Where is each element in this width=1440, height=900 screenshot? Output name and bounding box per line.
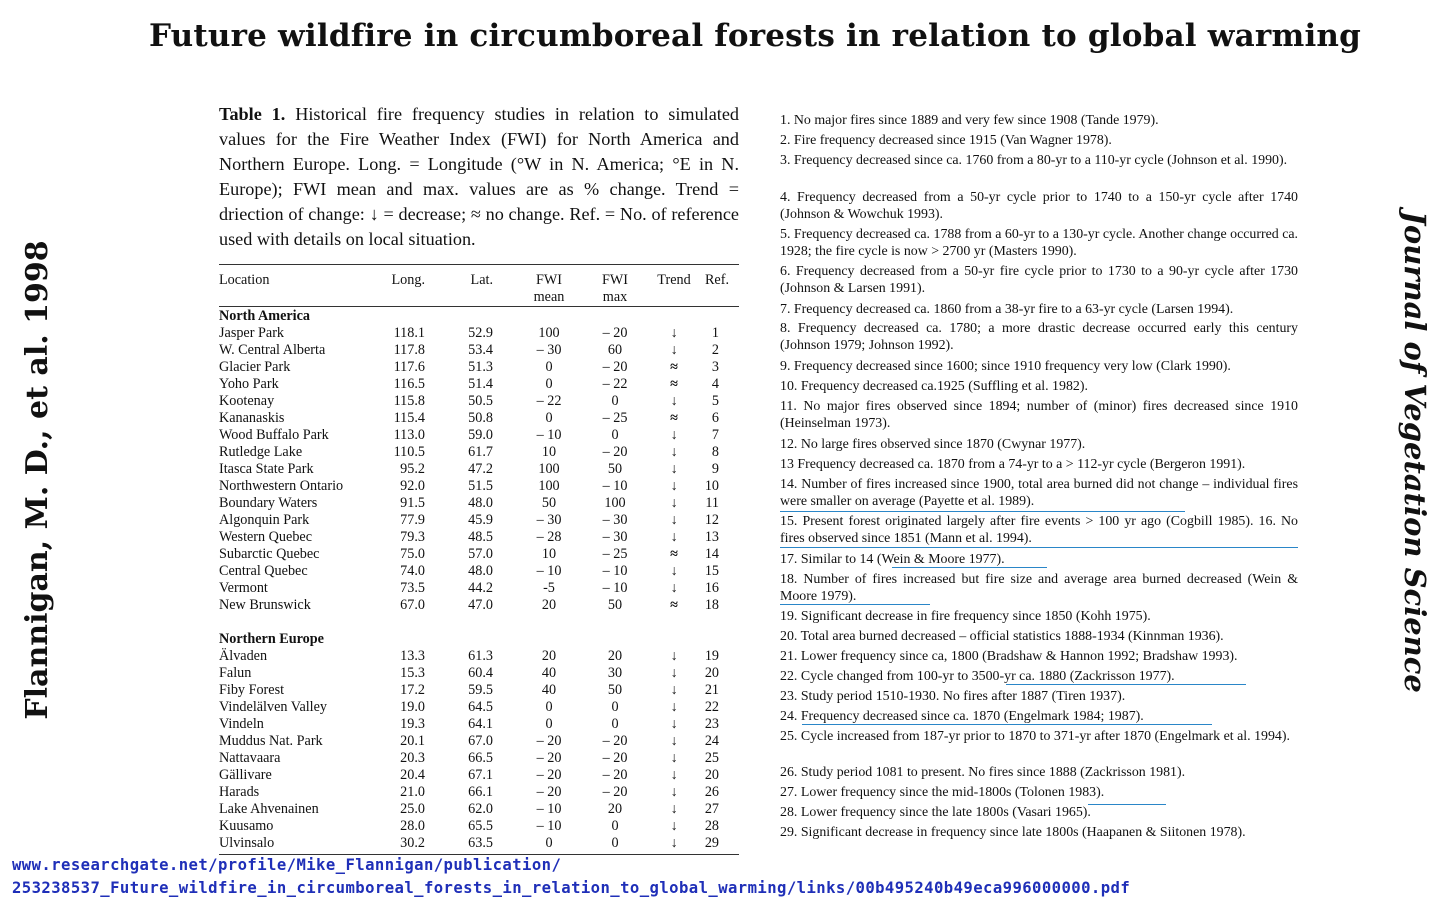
table-header-row: [219, 272, 739, 306]
cell-fwi-mean: 40: [541, 665, 557, 681]
cell-fwi-mean: -5: [543, 580, 555, 596]
table-note: 17. Similar to 14 (Wein & Moore 1977).: [780, 552, 1005, 567]
table-note: 26. Study period 1081 to present. No fires since 1888 (Zackrisson 1981).: [780, 765, 1186, 780]
cell-fwi-mean: 50: [541, 495, 557, 511]
cell-ref: 8: [711, 444, 719, 460]
cell-location: Algonquin Park: [219, 512, 310, 528]
cell-ref: 15: [704, 563, 719, 579]
cell-ref: 29: [704, 835, 719, 851]
cell-fwi-max: – 20: [602, 444, 628, 460]
cell-location: Itasca State Park: [219, 461, 314, 477]
cell-ref: 22: [704, 699, 719, 715]
cell-fwi-mean: 20: [541, 648, 557, 664]
cell-ref: 20: [704, 665, 719, 681]
table-note: 9. Frequency decreased since 1600; since 1910 frequency very low (Clark 1990).: [780, 359, 1231, 374]
cell-ref: 27: [704, 801, 719, 817]
cell-trend: ↓: [670, 682, 678, 698]
cell-fwi-max: 50: [607, 461, 623, 477]
cell-ref: 26: [704, 784, 719, 800]
header-fwi-max: [585, 272, 645, 306]
cell-ref: 18: [704, 597, 719, 613]
table-row: [219, 427, 739, 444]
cell-fwi-max: 20: [607, 801, 623, 817]
table-note: 8. Frequency decreased ca. 1780; a more drastic decrease occurred early this century (Johnson 1979; Johnson 1992).: [780, 321, 1298, 353]
cell-fwi-max: – 10: [602, 563, 628, 579]
header-lat: Lat.: [470, 272, 493, 288]
cell-long: 117.8: [393, 342, 425, 358]
cell-trend: ↓: [670, 733, 678, 749]
caption-text: Historical fire frequency studies in relation to simulated values for the Fire Weather Index (FWI) for North America and Northern Europe. Long. = Longitude (°W in N. America; °E in N. Europe); FWI mean and max. values are as % change. Trend = driection of change: ↓ = decrease; ≈ no change. Ref. = No. of reference used with details on local situation.: [219, 104, 740, 249]
cell-location: Yoho Park: [219, 376, 279, 392]
cell-lat: 67.0: [468, 733, 493, 749]
cell-lat: 51.3: [468, 359, 493, 375]
table-note: 27. Lower frequency since the mid-1800s (Tolonen 1983).: [780, 785, 1105, 800]
cell-location: Vermont: [219, 580, 268, 596]
caption-label: Table 1.: [219, 104, 286, 124]
cell-long: 95.2: [400, 461, 425, 477]
cell-trend: ↓: [670, 512, 678, 528]
highlight-underline: [780, 511, 1185, 512]
table-row: [219, 325, 739, 342]
table-row: [219, 597, 739, 614]
cell-fwi-mean: 0: [545, 359, 553, 375]
table-row: [219, 767, 739, 784]
cell-lat: 60.4: [468, 665, 493, 681]
header-long: Long.: [391, 272, 425, 288]
table-note: 5. Frequency decreased ca. 1788 from a 60-yr to a 130-yr cycle. Another change occurred ca. 1928; the fire cycle is now > 2700 yr (Masters 1990).: [780, 227, 1298, 259]
table-row: [219, 818, 739, 835]
cell-lat: 61.3: [468, 648, 493, 664]
table-row: [219, 461, 739, 478]
cell-long: 19.0: [400, 699, 425, 715]
cell-location: Harads: [219, 784, 260, 800]
cell-long: 115.4: [393, 410, 425, 426]
cell-fwi-mean: – 10: [536, 818, 562, 834]
cell-trend: ↓: [670, 648, 678, 664]
table-row: [219, 750, 739, 767]
cell-fwi-max: – 20: [602, 767, 628, 783]
table-row: [219, 784, 739, 801]
cell-fwi-max: 60: [607, 342, 623, 358]
group-name: Northern Europe: [219, 631, 324, 647]
table-note: 11. No major fires observed since 1894; number of (minor) fires decreased since 1910 (Heinselman 1973).: [780, 399, 1298, 431]
cell-lat: 52.9: [468, 325, 493, 341]
cell-lat: 48.5: [468, 529, 493, 545]
cell-trend: ↓: [670, 444, 678, 460]
highlight-underline: [892, 567, 1047, 568]
cell-fwi-max: – 22: [602, 376, 628, 392]
table-note: 2. Fire frequency decreased since 1915 (Van Wagner 1978).: [780, 133, 1112, 148]
cell-fwi-max: 50: [607, 682, 623, 698]
table-note: 6. Frequency decreased from a 50-yr fire cycle prior to 1730 to a 90-yr cycle after 1730 (Johnson & Larsen 1991).: [780, 264, 1298, 296]
table-group-heading: [219, 308, 739, 325]
cell-fwi-mean: 0: [545, 716, 553, 732]
cell-fwi-max: 0: [611, 427, 619, 443]
cell-location: Kuusamo: [219, 818, 274, 834]
cell-fwi-mean: 10: [541, 546, 557, 562]
cell-ref: 19: [704, 648, 719, 664]
table-note: 14. Number of fires increased since 1900, total area burned did not change – individual fires were smaller on average (Payette et al. 1989).: [780, 477, 1298, 509]
cell-trend: ↓: [670, 478, 678, 494]
table-note: 19. Significant decrease in fire frequency since 1850 (Kohh 1975).: [780, 609, 1151, 624]
cell-location: Älvaden: [219, 648, 268, 664]
cell-location: Lake Ahvenainen: [219, 801, 319, 817]
cell-trend: ↓: [670, 563, 678, 579]
author-citation-label: Flannigan, M. D., et al. 1998: [20, 240, 55, 720]
cell-fwi-mean: – 20: [536, 767, 562, 783]
cell-long: 19.3: [400, 716, 425, 732]
cell-location: Muddus Nat. Park: [219, 733, 323, 749]
cell-location: Western Quebec: [219, 529, 313, 545]
table-row: [219, 495, 739, 512]
cell-fwi-max: – 30: [602, 512, 628, 528]
table-row: [219, 342, 739, 359]
cell-long: 30.2: [400, 835, 425, 851]
cell-lat: 44.2: [468, 580, 493, 596]
table-note: 21. Lower frequency since ca, 1800 (Bradshaw & Hannon 1992; Bradshaw 1993).: [780, 649, 1238, 664]
cell-fwi-mean: – 20: [536, 784, 562, 800]
cell-fwi-max: – 20: [602, 733, 628, 749]
cell-fwi-mean: 0: [545, 410, 553, 426]
cell-lat: 47.2: [468, 461, 493, 477]
cell-lat: 48.0: [468, 563, 493, 579]
cell-location: Central Quebec: [219, 563, 308, 579]
cell-lat: 65.5: [468, 818, 493, 834]
source-url: [12, 854, 1437, 900]
cell-ref: 3: [711, 359, 719, 375]
cell-fwi-max: – 30: [602, 529, 628, 545]
cell-lat: 57.0: [468, 546, 493, 562]
table-row: [219, 733, 739, 750]
cell-trend: ↓: [670, 801, 678, 817]
cell-fwi-max: 0: [611, 699, 619, 715]
header-trend: Trend: [657, 272, 691, 288]
cell-long: 117.6: [393, 359, 425, 375]
cell-ref: 9: [711, 461, 719, 477]
table-top-rule: [219, 264, 739, 265]
cell-ref: 21: [704, 682, 719, 698]
cell-location: Jasper Park: [219, 325, 285, 341]
cell-ref: 6: [711, 410, 719, 426]
cell-ref: 24: [704, 733, 719, 749]
cell-ref: 12: [704, 512, 719, 528]
cell-location: Vindeln: [219, 716, 264, 732]
cell-location: Northwestern Ontario: [219, 478, 344, 494]
cell-lat: 51.4: [468, 376, 493, 392]
cell-ref: 13: [704, 529, 719, 545]
table-row: [219, 478, 739, 495]
cell-fwi-max: – 10: [602, 580, 628, 596]
cell-trend: ↓: [670, 325, 678, 341]
cell-long: 20.3: [400, 750, 425, 766]
cell-fwi-mean: – 28: [536, 529, 562, 545]
cell-trend: ↓: [670, 393, 678, 409]
cell-location: Ulvinsalo: [219, 835, 275, 851]
table-note: 25. Cycle increased from 187-yr prior to 1870 to 371-yr after 1870 (Engelmark et al. 1994).: [780, 729, 1290, 744]
cell-ref: 16: [704, 580, 719, 596]
cell-lat: 62.0: [468, 801, 493, 817]
header-ref: Ref.: [704, 272, 729, 288]
cell-lat: 59.5: [468, 682, 493, 698]
table-row: [219, 410, 739, 427]
cell-fwi-mean: 20: [541, 597, 557, 613]
cell-location: Gällivare: [219, 767, 272, 783]
cell-fwi-mean: – 20: [536, 750, 562, 766]
cell-ref: 4: [711, 376, 719, 392]
table-note: 24. Frequency decreased since ca. 1870 (Engelmark 1984; 1987).: [780, 709, 1144, 724]
cell-ref: 2: [711, 342, 719, 358]
cell-fwi-mean: 40: [541, 682, 557, 698]
cell-trend: ↓: [670, 716, 678, 732]
cell-trend: ↓: [670, 699, 678, 715]
cell-fwi-max: – 20: [602, 750, 628, 766]
cell-ref: 7: [711, 427, 719, 443]
header-fwi-mean-line1: FWI: [535, 272, 562, 288]
cell-trend: ≈: [670, 359, 678, 375]
cell-lat: 64.5: [468, 699, 493, 715]
cell-location: Falun: [219, 665, 252, 681]
cell-lat: 63.5: [468, 835, 493, 851]
cell-trend: ↓: [670, 342, 678, 358]
table-row: [219, 546, 739, 563]
cell-trend: ↓: [670, 767, 678, 783]
cell-long: 115.8: [393, 393, 425, 409]
table-note: 20. Total area burned decreased – official statistics 1888-1934 (Kinnman 1936).: [780, 629, 1224, 644]
header-fwi-mean-line2: mean: [533, 289, 565, 305]
table-row: [219, 648, 739, 665]
table-note: 7. Frequency decreased ca. 1860 from a 38-yr fire to a 63-yr cycle (Larsen 1994).: [780, 302, 1234, 317]
cell-location: Kananaskis: [219, 410, 285, 426]
cell-long: 20.4: [400, 767, 425, 783]
cell-lat: 67.1: [468, 767, 493, 783]
cell-long: 92.0: [400, 478, 425, 494]
table-row: [219, 835, 739, 852]
table-row: [219, 529, 739, 546]
cell-location: Wood Buffalo Park: [219, 427, 329, 443]
cell-location: Boundary Waters: [219, 495, 318, 511]
cell-location: Glacier Park: [219, 359, 291, 375]
cell-fwi-max: – 25: [602, 546, 628, 562]
cell-trend: ↓: [670, 461, 678, 477]
cell-fwi-max: 20: [607, 648, 623, 664]
table-note: 18. Number of fires increased but fire size and average area burned decreased (Wein & Moore 1979).: [780, 572, 1298, 604]
table-header-rule: [219, 306, 739, 307]
table-note: 4. Frequency decreased from a 50-yr cycle prior to 1740 to a 150-yr cycle after 1740 (Johnson & Wowchuk 1993).: [780, 190, 1298, 222]
table-row: [219, 699, 739, 716]
table-row: [219, 512, 739, 529]
page-title: Future wildfire in circumboreal forests in relation to global warming: [148, 18, 1362, 54]
cell-fwi-mean: 100: [538, 461, 560, 477]
cell-fwi-max: – 10: [602, 478, 628, 494]
table-note: 10. Frequency decreased ca.1925 (Suffling et al. 1982).: [780, 379, 1088, 394]
cell-long: 67.0: [400, 597, 425, 613]
table-row: [219, 376, 739, 393]
cell-lat: 59.0: [468, 427, 493, 443]
cell-lat: 64.1: [468, 716, 493, 732]
cell-trend: ↓: [670, 665, 678, 681]
table-note: 23. Study period 1510-1930. No fires after 1887 (Tiren 1937).: [780, 689, 1126, 704]
cell-fwi-max: 30: [607, 665, 623, 681]
table-row: [219, 444, 739, 461]
cell-trend: ↓: [670, 818, 678, 834]
table-row: [219, 580, 739, 597]
table-note: 3. Frequency decreased since ca. 1760 from a 80-yr to a 110-yr cycle (Johnson et al. 1990).: [780, 153, 1288, 168]
table-note: 15. Present forest originated largely after fire events > 100 yr ago (Cogbill 1985). 16. No fires observed since 1851 (Mann et al. 1994).: [780, 514, 1298, 546]
cell-long: 17.2: [400, 682, 425, 698]
cell-fwi-max: – 20: [602, 359, 628, 375]
cell-fwi-max: 0: [611, 393, 619, 409]
cell-ref: 23: [704, 716, 719, 732]
cell-location: Vindelälven Valley: [219, 699, 328, 715]
cell-fwi-mean: – 10: [536, 427, 562, 443]
source-url-line2: 253238537_Future_wildfire_in_circumboreal_forests_in_relation_to_global_warming/links/00b495240b49eca996000000.pdf: [12, 879, 1131, 897]
cell-fwi-mean: – 30: [536, 512, 562, 528]
cell-trend: ≈: [670, 410, 678, 426]
cell-fwi-mean: 0: [545, 835, 553, 851]
cell-ref: 5: [711, 393, 719, 409]
table-group-heading: [219, 631, 739, 648]
table-note: 22. Cycle changed from 100-yr to 3500-yr ca. 1880 (Zackrisson 1977).: [780, 669, 1175, 684]
cell-fwi-max: – 25: [602, 410, 628, 426]
cell-fwi-mean: – 10: [536, 563, 562, 579]
cell-fwi-mean: 100: [538, 478, 560, 494]
cell-ref: 20: [704, 767, 719, 783]
cell-location: New Brunswick: [219, 597, 311, 613]
highlight-underline: [802, 724, 1212, 725]
cell-trend: ↓: [670, 427, 678, 443]
cell-location: Nattavaara: [219, 750, 281, 766]
cell-long: 118.1: [393, 325, 425, 341]
cell-long: 13.3: [400, 648, 425, 664]
cell-fwi-max: 0: [611, 835, 619, 851]
cell-ref: 14: [704, 546, 719, 562]
cell-long: 116.5: [393, 376, 425, 392]
cell-fwi-mean: 0: [545, 376, 553, 392]
cell-fwi-max: 50: [607, 597, 623, 613]
cell-long: 75.0: [400, 546, 425, 562]
cell-trend: ↓: [670, 529, 678, 545]
cell-long: 28.0: [400, 818, 425, 834]
header-fwi-mean: [519, 272, 579, 306]
cell-fwi-max: – 20: [602, 325, 628, 341]
cell-fwi-mean: 10: [541, 444, 557, 460]
cell-trend: ↓: [670, 750, 678, 766]
table-row: [219, 682, 739, 699]
table-row: [219, 359, 739, 376]
cell-long: 21.0: [400, 784, 425, 800]
cell-lat: 47.0: [468, 597, 493, 613]
table-note: 1. No major fires since 1889 and very few since 1908 (Tande 1979).: [780, 113, 1159, 128]
cell-trend: ≈: [670, 376, 678, 392]
cell-location: Fiby Forest: [219, 682, 285, 698]
cell-fwi-mean: 0: [545, 699, 553, 715]
cell-long: 73.5: [400, 580, 425, 596]
cell-lat: 51.5: [468, 478, 493, 494]
cell-trend: ≈: [670, 546, 678, 562]
cell-fwi-mean: – 22: [536, 393, 562, 409]
cell-long: 91.5: [400, 495, 425, 511]
cell-fwi-mean: – 10: [536, 801, 562, 817]
table-caption: [219, 102, 739, 252]
cell-fwi-mean: – 20: [536, 733, 562, 749]
cell-long: 74.0: [400, 563, 425, 579]
cell-lat: 50.5: [468, 393, 493, 409]
cell-ref: 11: [705, 495, 719, 511]
table-note: 13 Frequency decreased ca. 1870 from a 74-yr to a > 112-yr cycle (Bergeron 1991).: [780, 457, 1246, 472]
cell-fwi-max: 0: [611, 716, 619, 732]
cell-long: 110.5: [393, 444, 425, 460]
cell-long: 113.0: [393, 427, 425, 443]
table-note: 29. Significant decrease in frequency since late 1800s (Haapanen & Siitonen 1978).: [780, 825, 1246, 840]
cell-ref: 10: [704, 478, 719, 494]
table-note: 12. No large fires observed since 1870 (Cwynar 1977).: [780, 437, 1086, 452]
cell-trend: ↓: [670, 495, 678, 511]
cell-long: 25.0: [400, 801, 425, 817]
cell-lat: 61.7: [468, 444, 493, 460]
source-url-line1: www.researchgate.net/profile/Mike_Flannigan/publication/: [12, 856, 562, 874]
cell-ref: 28: [704, 818, 719, 834]
cell-lat: 45.9: [468, 512, 493, 528]
cell-lat: 50.8: [468, 410, 493, 426]
highlight-underline: [780, 547, 1298, 548]
group-name: North America: [219, 308, 311, 324]
cell-long: 15.3: [400, 665, 425, 681]
cell-fwi-max: – 20: [602, 784, 628, 800]
table-row: [219, 716, 739, 733]
cell-lat: 66.5: [468, 750, 493, 766]
cell-lat: 66.1: [468, 784, 493, 800]
cell-lat: 48.0: [468, 495, 493, 511]
journal-name-label: Journal of Vegetation Science: [1398, 211, 1432, 693]
cell-trend: ↓: [670, 835, 678, 851]
table-row: [219, 665, 739, 682]
highlight-underline: [1088, 804, 1166, 805]
header-fwi-max-line2: max: [602, 289, 628, 305]
cell-location: Subarctic Quebec: [219, 546, 320, 562]
cell-location: Kootenay: [219, 393, 275, 409]
cell-location: W. Central Alberta: [219, 342, 326, 358]
header-fwi-max-line1: FWI: [601, 272, 628, 288]
table-row: [219, 801, 739, 818]
cell-ref: 1: [711, 325, 719, 341]
cell-trend: ↓: [670, 580, 678, 596]
table-row: [219, 563, 739, 580]
header-location: Location: [219, 272, 270, 288]
cell-long: 20.1: [400, 733, 425, 749]
cell-trend: ≈: [670, 597, 678, 613]
cell-fwi-max: 100: [604, 495, 626, 511]
cell-fwi-mean: 100: [538, 325, 560, 341]
cell-trend: ↓: [670, 784, 678, 800]
cell-fwi-max: 0: [611, 818, 619, 834]
table-note: 28. Lower frequency since the late 1800s (Vasari 1965).: [780, 805, 1091, 820]
highlight-underline: [1006, 684, 1246, 685]
table-row: [219, 393, 739, 410]
cell-long: 79.3: [400, 529, 425, 545]
cell-long: 77.9: [400, 512, 425, 528]
cell-fwi-mean: – 30: [536, 342, 562, 358]
highlight-underline: [780, 604, 930, 605]
cell-ref: 25: [704, 750, 719, 766]
cell-lat: 53.4: [468, 342, 493, 358]
cell-location: Rutledge Lake: [219, 444, 303, 460]
